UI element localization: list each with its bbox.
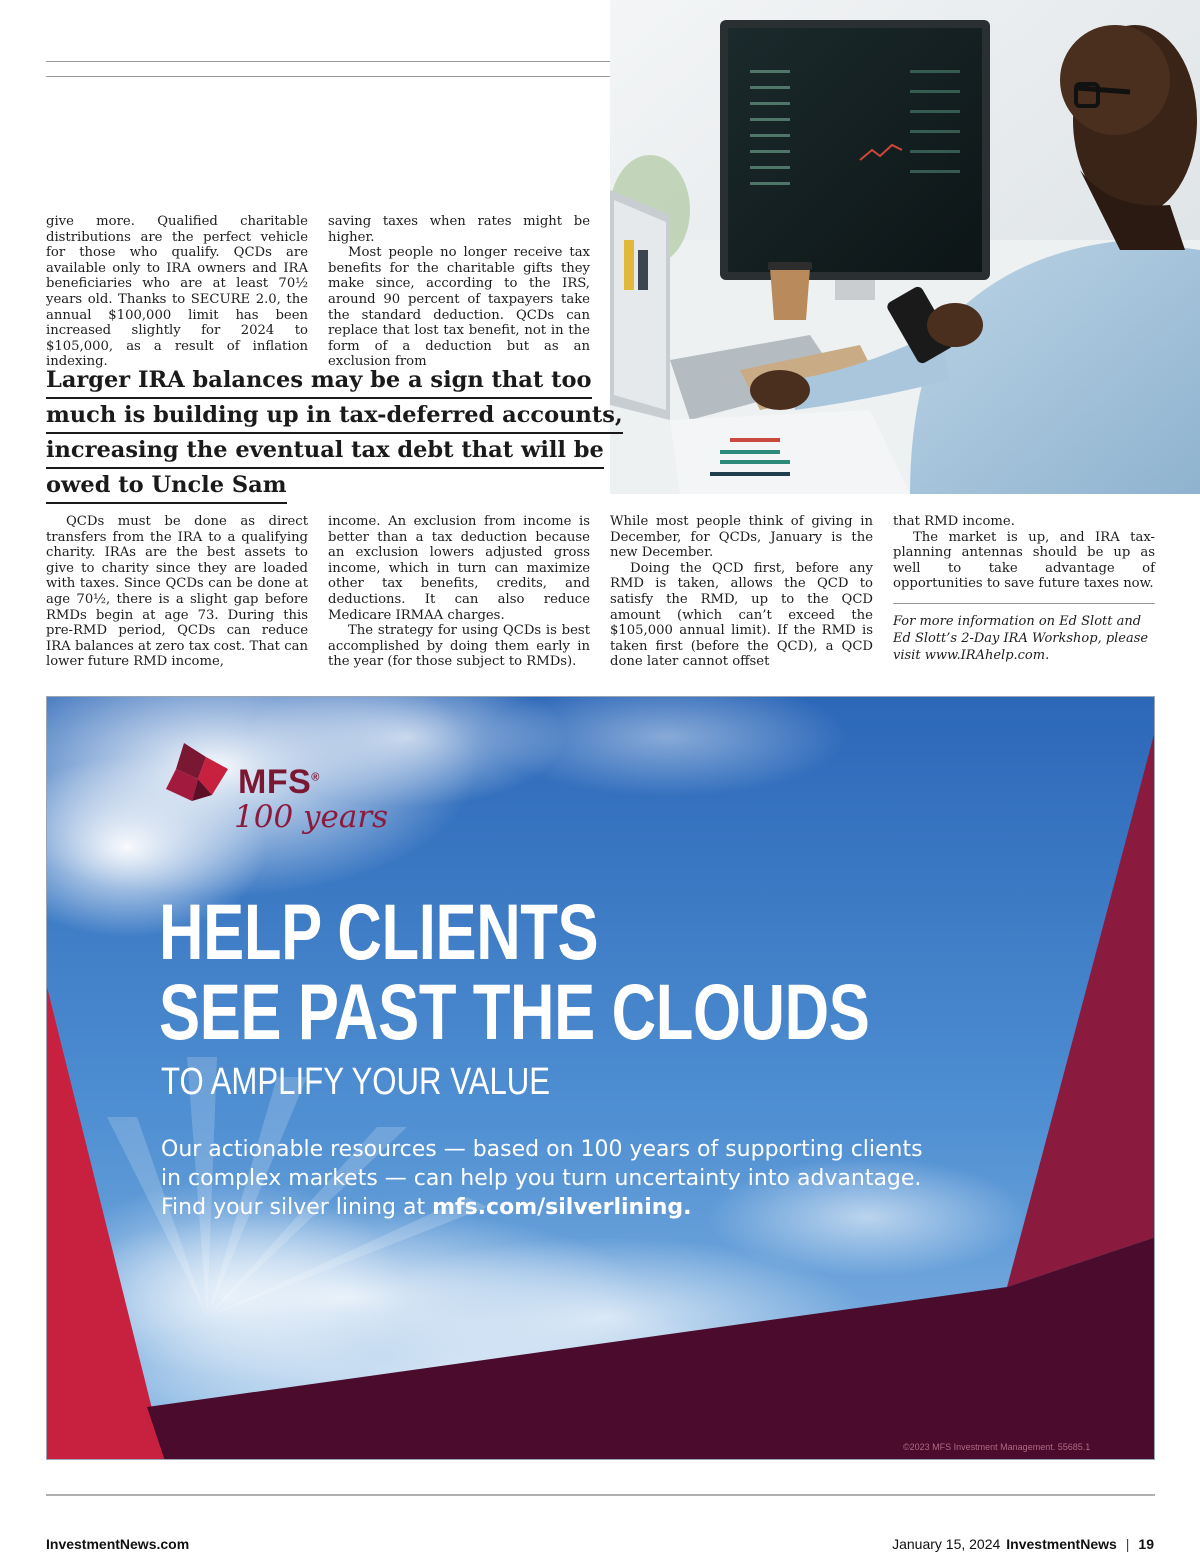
- ad-headline-line-2: SEE PAST THE CLOUDS: [159, 967, 870, 1056]
- ad-url-link[interactable]: mfs.com/silverlining.: [432, 1195, 692, 1220]
- article-paragraph: Most people no longer receive tax benefits for the charitable gifts they make since, according to the IRS, around 90 percent of taxpayers take the standard deduction. QCDs can replace that lost tax benefit, not in the form of a deduction but as an exclusion from: [328, 245, 590, 370]
- article-column-4-bottom: [893, 514, 1155, 592]
- article-column-2-bottom: [328, 514, 590, 670]
- article-paragraph: The market is up, and IRA tax-planning antennas should be up as well to take advantage of opportunities to save future taxes now.: [893, 529, 1155, 592]
- footer-date: January 15, 2024: [892, 1536, 1001, 1552]
- ad-body-line-3: Find your silver lining at mfs.com/silverlining.: [161, 1195, 692, 1220]
- ad-body-line-2: in complex markets — can help you turn uncertainty into advantage.: [161, 1166, 922, 1191]
- page-number: 19: [1138, 1536, 1154, 1552]
- mfs-advertisement[interactable]: [46, 696, 1155, 1460]
- top-rule-2: [46, 76, 610, 77]
- article-paragraph: give more. Qualified charitable distributions are the perfect vehicle for those who qualify. QCDs are available only to IRA owners and IRA beneficiaries who are at least 70½ years old. Thanks to SECURE 2.0, the annual $100,000 limit has been increased slightly for 2024 to $105,000, as a result of inflation indexing.: [46, 214, 308, 370]
- ad-body-line-1: Our actionable resources — based on 100 years of supporting clients: [161, 1137, 923, 1162]
- mfs-wordmark: MFS®: [238, 763, 320, 801]
- footer-brand: InvestmentNews: [1006, 1536, 1117, 1552]
- 100-years-script: 100 years: [234, 799, 389, 835]
- article-paragraph: QCDs must be done as direct transfers from the IRA to a qualifying charity. IRAs are the best assets to give to charity since they are loaded with taxes. Since QCDs can be done at age 70½, there is a slight gap before RMDs begin at age 73. During this pre-RMD period, QCDs can reduce IRA balances at zero tax cost. That can lower future RMD income,: [46, 514, 308, 670]
- article-column-1-top: [46, 214, 308, 370]
- footer-site-link[interactable]: InvestmentNews.com: [46, 1536, 190, 1552]
- pull-quote-line: owed to Uncle Sam: [46, 469, 287, 504]
- footer-folio: [892, 1536, 1154, 1552]
- ad-legal-notice: ©2023 MFS Investment Management. 55685.1: [903, 1442, 1091, 1452]
- ad-headline-line-1: HELP CLIENTS: [159, 887, 599, 976]
- credit-divider: [893, 603, 1155, 604]
- article-column-3-bottom: [610, 514, 873, 670]
- ad-headline: [159, 887, 870, 1056]
- footer-separator: |: [1125, 1536, 1130, 1552]
- article-paragraph: Doing the QCD first, before any RMD is taken, allows the QCD to satisfy the RMD, up to the QCD amount (which can’t exceed the $105,000 annual limit). If the RMD is taken first (before the QCD), a QCD done later cannot offset: [610, 560, 873, 670]
- mfs-logo-icon: [162, 739, 232, 809]
- article-paragraph: The strategy for using QCDs is best accomplished by doing them early in the year (for those subject to RMDs).: [328, 623, 590, 670]
- pull-quote-line: Larger IRA balances may be a sign that too: [46, 364, 592, 399]
- top-rule-1: [46, 61, 610, 62]
- pull-quote-line: increasing the eventual tax debt that will be: [46, 434, 604, 469]
- pull-quote: [46, 364, 623, 504]
- mfs-logo[interactable]: [162, 739, 422, 849]
- article-paragraph: income. An exclusion from income is better than a tax deduction because an exclusion lowers adjusted gross income, which in turn can maximize other tax benefits, credits, and deductions. It can also reduce Medicare IRMAA charges.: [328, 514, 590, 623]
- article-paragraph: While most people think of giving in December, for QCDs, January is the new December.: [610, 514, 873, 561]
- ad-body-copy: [161, 1135, 1061, 1222]
- footer-rule: [46, 1494, 1155, 1496]
- article-paragraph: saving taxes when rates might be higher.: [328, 214, 590, 245]
- article-column-2-top: [328, 214, 590, 370]
- ad-subhead: TO AMPLIFY YOUR VALUE: [161, 1061, 551, 1103]
- article-paragraph: that RMD income.: [893, 514, 1015, 529]
- article-column-1-bottom: [46, 514, 308, 670]
- pull-quote-line: much is building up in tax-deferred accounts,: [46, 399, 623, 434]
- article-photo-man-at-computer: [610, 0, 1200, 494]
- author-credit: For more information on Ed Slott and Ed Slott’s 2-Day IRA Workshop, please visit www.IRAhelp.com.: [893, 614, 1149, 663]
